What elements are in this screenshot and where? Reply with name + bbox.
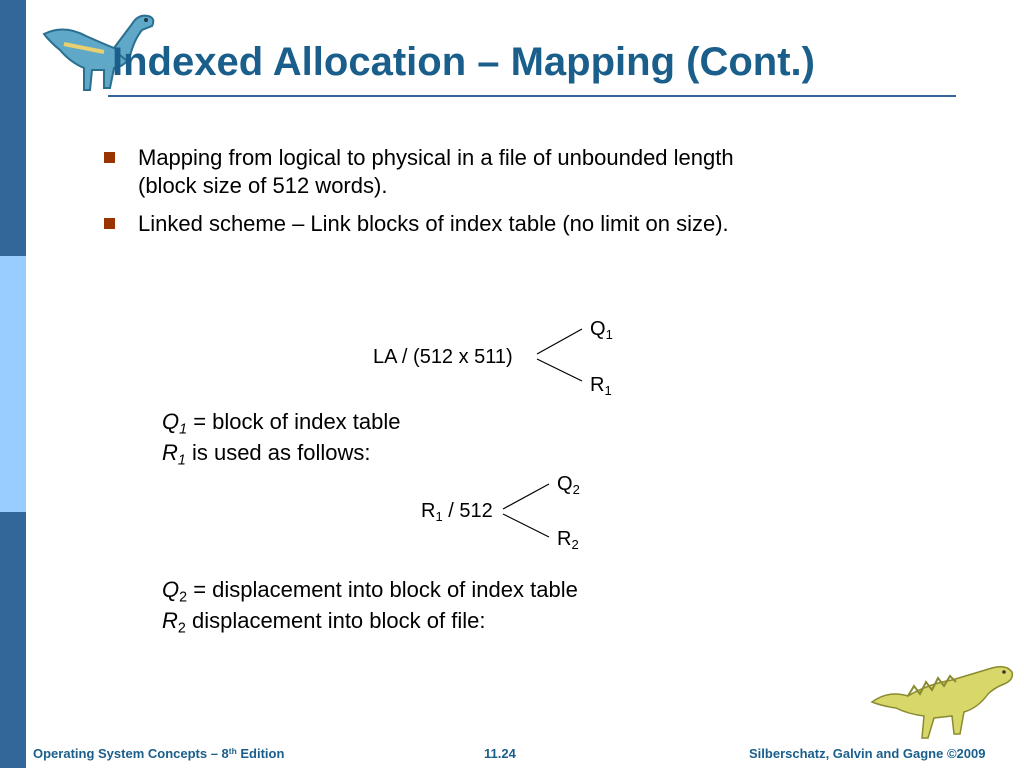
diagram1-expression: LA / (512 x 511) xyxy=(373,346,513,368)
diagram2-expression: $R_1 / 512$ xyxy=(421,500,493,524)
diagram1-remainder: $R_1$ xyxy=(590,374,612,398)
r2-definition: $R_2$ displacement into block of file: xyxy=(162,608,486,637)
q2-definition: $Q_2$ = displacement into block of index table xyxy=(162,577,578,606)
bullet-text-line: Linked scheme – Link blocks of index table (no limit on size). xyxy=(138,211,729,236)
dinosaur-decoration-icon xyxy=(868,660,1018,746)
bullet-text-line: Mapping from logical to physical in a file of unbounded length xyxy=(138,145,734,170)
footer-slide-number: 11.24 xyxy=(484,746,516,761)
footer-copyright: Silberschatz, Galvin and Gagne ©2009 xyxy=(749,746,986,761)
footer-course-title: Operating System Concepts – 8th Edition xyxy=(33,746,285,762)
page-title: Indexed Allocation – Mapping (Cont.) xyxy=(112,40,815,84)
q1-definition: $Q_1$ = block of index table xyxy=(162,409,401,438)
diagram2-quotient: $Q_2$ xyxy=(557,473,580,497)
bullet-text-line: (block size of 512 words). xyxy=(138,173,388,198)
r1-definition: $R_1$ is used as follows: xyxy=(162,440,371,469)
diagram2-remainder: $R_2$ xyxy=(557,528,579,552)
diagram1-quotient: $Q_1$ xyxy=(590,318,613,342)
